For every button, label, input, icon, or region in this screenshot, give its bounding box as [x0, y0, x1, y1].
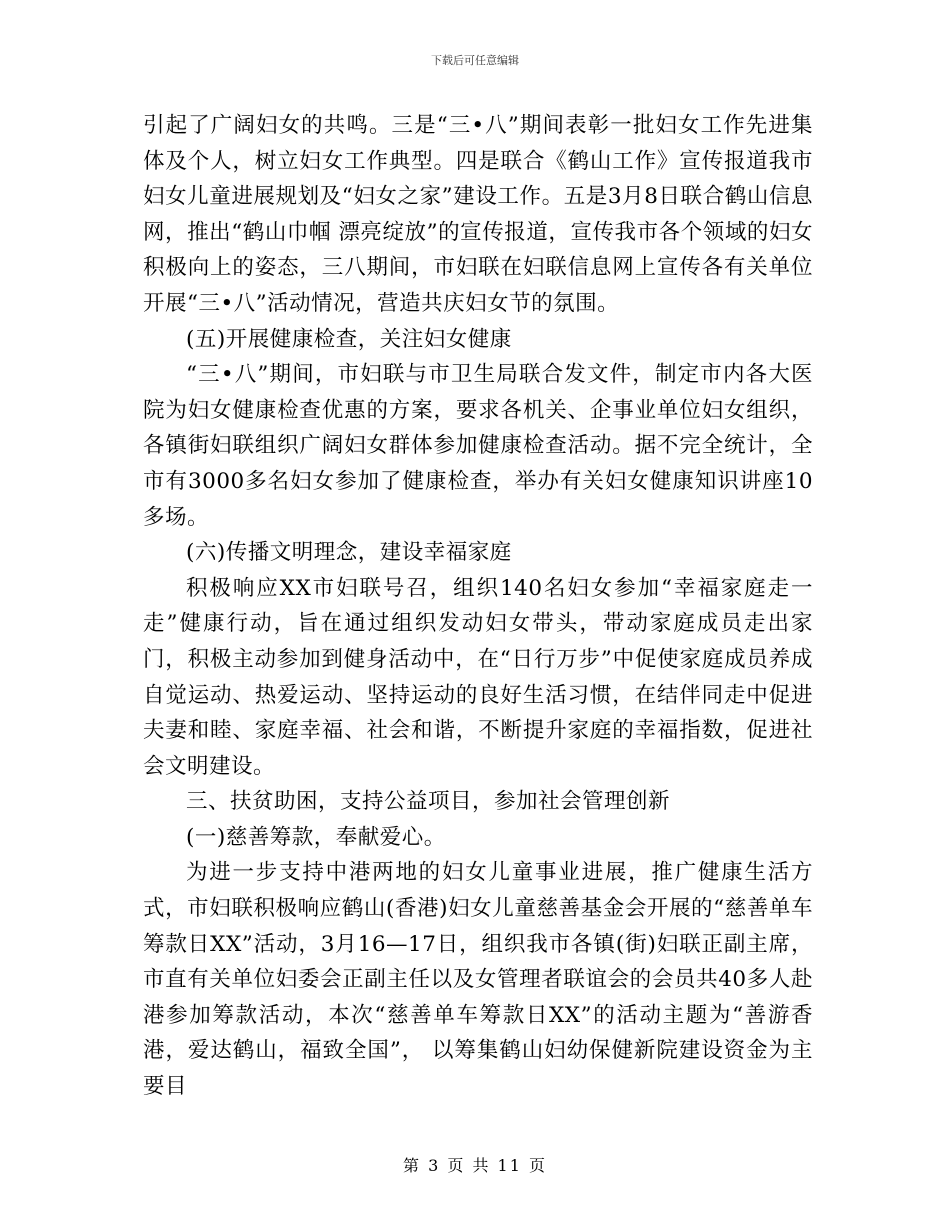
paragraph-happy-family: 积极响应XX市妇联号召，组织140名妇女参加“幸福家庭走一走”健康行动，旨在通过组织发动妇女带头，带动家庭成员走出家门，积极主动参加到健身活动中，在“日行万步”中促使家庭成员养成自觉运动、热爱运动、坚持运动的良好生活习惯，在结伴同走中促进夫妻和睦、家庭幸福、社会和谐，不断提升家庭的幸福指数，促进社会文明建设。	[143, 575, 813, 779]
subsection-heading-charity: (一)慈善筹款，奉献爱心。	[186, 824, 446, 850]
paragraph-charity: 为进一步支持中港两地的妇女儿童事业进展，推广健康生活方式，市妇联积极响应鹤山(香港)妇女儿童慈善基金会开展的“慈善单车筹款日XX”活动，3月16—17日，组织我市各镇(街)妇联正副主席，市直有关单位妇委会正副主任以及女管理者联谊会的会员共40多人赴港参加筹款活动，本次“慈善单车筹款日XX”的活动主题为“善游香港，爱达鹤山，福致全国”， 以筹集鹤山妇幼保健新院建设资金为主要目	[143, 860, 813, 1100]
page-header: 下载后可任意编辑	[431, 54, 519, 67]
paragraph-continuation: 引起了广阔妇女的共鸣。三是“三•八”期间表彰一批妇女工作先进集体及个人，树立妇女工作典型。四是联合《鹤山工作》宣传报道我市妇女儿童进展规划及“妇女之家”建设工作。五是3月8日联合鹤山信息网，推出“鹤山巾帼 漂亮绽放”的宣传报道，宣传我市各个领域的妇女积极向上的姿态，三八期间，市妇联在妇联信息网上宣传各有关单位开展“三•八”活动情况，营造共庆妇女节的氛围。	[143, 113, 813, 316]
section-heading-poverty-relief: 三、扶贫助困，支持公益项目，参加社会管理创新	[186, 789, 671, 815]
section-heading-health-check: (五)开展健康检查，关注妇女健康	[186, 326, 512, 352]
document-body	[143, 108, 813, 1105]
paragraph-health-check: “三•八”期间，市妇联与市卫生局联合发文件，制定市内各大医院为妇女健康检查优惠的方案，要求各机关、企事业单位妇女组织，各镇街妇联组织广阔妇女群体参加健康检查活动。据不完全统计，全市有3000多名妇女参加了健康检查，举办有关妇女健康知识讲座10多场。	[143, 362, 813, 530]
section-heading-happy-family: (六)传播文明理念，建设幸福家庭	[186, 540, 512, 566]
page-footer: 第 3 页 共 11 页	[403, 1156, 547, 1175]
